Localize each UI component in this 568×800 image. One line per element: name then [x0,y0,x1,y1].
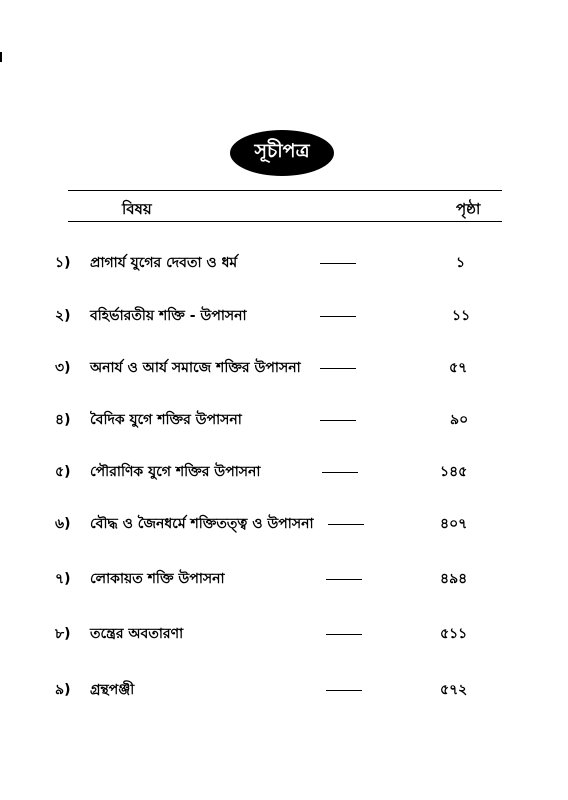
leader-dash [322,472,358,473]
leader-dash [320,263,356,264]
entry-title: লোকায়ত শক্তি উপাসনা [90,571,225,587]
entry-title: প্রাগার্য যুগের দেবতা ও ধর্ম [90,255,238,271]
entry-page: ৫৭২ [440,682,468,698]
entry-number: ৯) [55,682,71,698]
entry-number: ২) [55,308,71,324]
column-header-page: পৃষ্ঠা [456,200,481,218]
contents-title: সূচীপত্র [254,140,310,162]
leader-dash [328,524,364,525]
toc-entry[interactable] [0,251,568,275]
entry-number: ৪) [55,412,71,428]
entry-page: ১ [456,255,466,271]
entry-title: বৈদিক যুগে শক্তির উপাসনা [90,412,242,428]
entry-number: ৬) [55,516,71,532]
toc-entry[interactable] [0,622,568,646]
entry-title: গ্রন্থপঞ্জী [90,682,135,698]
entry-title: বৌদ্ধ ও জৈনধর্মে শক্তিতত্ত্ব ও উপাসনা [90,516,314,532]
toc-entry[interactable] [0,356,568,380]
entry-page: ৫৭ [449,360,468,376]
leader-dash [320,368,356,369]
toc-entry[interactable] [0,304,568,328]
entry-page: ৯০ [450,412,469,428]
entry-page: ৪৯৪ [440,571,468,587]
leader-dash [326,634,362,635]
margin-mark [0,52,2,62]
leader-dash [320,420,356,421]
toc-entry[interactable] [0,567,568,591]
toc-entry[interactable] [0,678,568,702]
leader-dash [326,579,362,580]
toc-entry[interactable] [0,408,568,432]
entry-number: ১) [55,255,71,271]
entry-number: ৭) [55,571,71,587]
entry-title: অনার্য ও আর্য সমাজে শক্তির উপাসনা [90,360,301,376]
contents-title-badge [230,130,334,176]
entry-number: ৩) [55,360,71,376]
entry-title: বহির্ভারতীয় শক্তি - উপাসনা [90,308,247,324]
entry-page: ১১ [452,308,471,324]
leader-dash [320,316,356,317]
header-rule-bottom [68,221,502,222]
entry-number: ৫) [55,464,71,480]
leader-dash [326,690,362,691]
column-header-subject: বিষয় [122,200,152,218]
entry-page: ৪০৭ [440,516,468,532]
entry-title: তন্ত্রের অবতারণা [90,626,184,642]
header-rule-top [68,190,502,191]
entry-page: ১৪৫ [440,464,468,480]
toc-entry[interactable] [0,512,568,536]
entry-number: ৮) [55,626,71,642]
entry-title: পৌরাণিক যুগে শক্তির উপাসনা [90,464,261,480]
entry-page: ৫১১ [440,626,468,642]
toc-entry[interactable] [0,460,568,484]
